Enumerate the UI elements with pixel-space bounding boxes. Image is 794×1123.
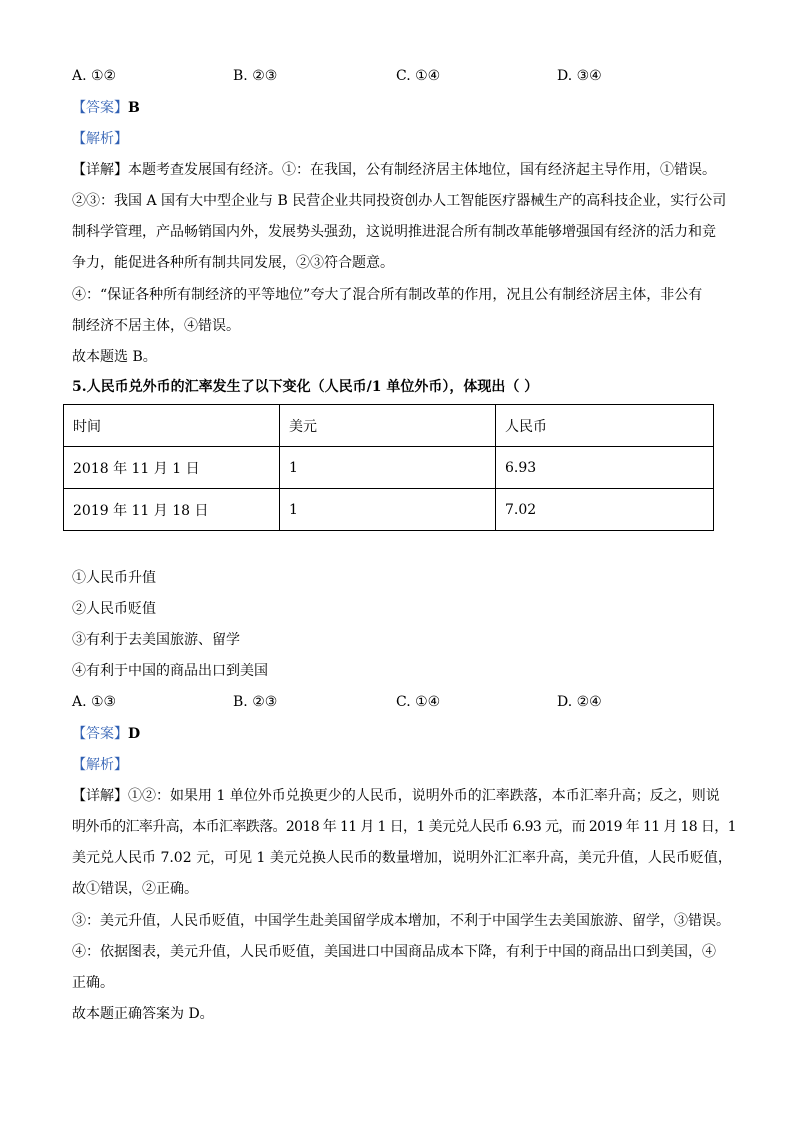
q4-detail-line-6: 制经济不居主体，④错误。 bbox=[72, 318, 240, 334]
table-header-usd: 美元 bbox=[280, 405, 496, 447]
q4-detail-line-5: ④：“保证各种所有制经济的平等地位”夸大了混合所有制改革的作用，况且公有制经济居主体，非公有 bbox=[72, 287, 703, 303]
table-row bbox=[64, 489, 714, 531]
table-cell-date: 2018 年 11 月 1 日 bbox=[64, 447, 280, 489]
q5-detail-line-1: 【详解】①②：如果用 1 单位外币兑换更少的人民币，说明外币的汇率跌落，本币汇率升高；反之，则说 bbox=[72, 788, 720, 804]
q5-statement-1: ①人民币升值 bbox=[72, 570, 156, 586]
q5-detail-line-7: 正确。 bbox=[72, 975, 114, 991]
q4-option-a: A. ①② bbox=[72, 68, 117, 84]
q5-option-a: A. ①③ bbox=[72, 694, 117, 710]
q4-answer-label: 【答案】 bbox=[72, 100, 128, 116]
q4-detail-line-2: ②③：我国 A 国有大中型企业与 B 民营企业共同投资创办人工智能医疗器械生产的高科技企业，实行公司 bbox=[72, 193, 727, 209]
q4-conclusion: 故本题选 B。 bbox=[72, 349, 157, 365]
q5-statement-2: ②人民币贬值 bbox=[72, 601, 156, 617]
q5-option-b: B. ②③ bbox=[233, 694, 278, 710]
exchange-rate-table bbox=[63, 404, 714, 531]
q5-detail-line-4: 故①错误，②正确。 bbox=[72, 881, 198, 897]
table-cell-rmb: 6.93 bbox=[496, 447, 714, 489]
table-cell-date: 2019 年 11 月 18 日 bbox=[64, 489, 280, 531]
table-cell-usd: 1 bbox=[280, 489, 496, 531]
q4-detail-line-3: 制科学管理，产品畅销国内外，发展势头强劲，这说明推进混合所有制改革能够增强国有经济的活力和竞 bbox=[72, 224, 716, 240]
q4-option-c: C. ①④ bbox=[396, 68, 441, 84]
q5-detail-line-5: ③：美元升值，人民币贬值，中国学生赴美国留学成本增加，不利于中国学生去美国旅游、留学，③错误。 bbox=[72, 913, 730, 929]
table-header-rmb: 人民币 bbox=[496, 405, 714, 447]
table-header-time: 时间 bbox=[64, 405, 280, 447]
q4-answer bbox=[72, 98, 140, 118]
q5-analysis-label: 【解析】 bbox=[72, 757, 128, 773]
q5-detail-line-6: ④：依据图表，美元升值，人民币贬值，美国进口中国商品成本下降，有利于中国的商品出口到美国，④ bbox=[72, 944, 716, 960]
q4-answer-value: B bbox=[128, 100, 140, 116]
q5-option-c: C. ①④ bbox=[396, 694, 441, 710]
q4-option-b: B. ②③ bbox=[233, 68, 278, 84]
q5-answer bbox=[72, 724, 140, 744]
q4-analysis-label: 【解析】 bbox=[72, 131, 128, 147]
q4-option-d: D. ③④ bbox=[557, 68, 602, 84]
q4-detail-line-1: 【详解】本题考查发展国有经济。①：在我国，公有制经济居主体地位，国有经济起主导作用，①错误。 bbox=[72, 162, 716, 178]
table-header-row bbox=[64, 405, 714, 447]
q4-detail-line-4: 争力，能促进各种所有制共同发展，②③符合题意。 bbox=[72, 255, 394, 271]
q5-question: 5.人民币兑外币的汇率发生了以下变化（人民币/1 单位外币），体现出（ ） bbox=[72, 379, 539, 395]
q5-conclusion: 故本题正确答案为 D。 bbox=[72, 1006, 214, 1022]
table-cell-rmb: 7.02 bbox=[496, 489, 714, 531]
q5-detail-line-2: 明外币的汇率升高，本币汇率跌落。2018 年 11 月 1 日，1 美元兑人民币 6.93 元，而 2019 年 11 月 18 日，1 bbox=[72, 819, 736, 835]
q5-answer-label: 【答案】 bbox=[72, 726, 128, 742]
q5-option-d: D. ②④ bbox=[557, 694, 602, 710]
q5-statement-3: ③有利于去美国旅游、留学 bbox=[72, 632, 240, 648]
q5-detail-line-3: 美元兑人民币 7.02 元，可见 1 美元兑换人民币的数量增加，说明外汇汇率升高，美元升值，人民币贬值， bbox=[72, 850, 732, 866]
table-row bbox=[64, 447, 714, 489]
table-cell-usd: 1 bbox=[280, 447, 496, 489]
q5-answer-value: D bbox=[128, 726, 141, 742]
q5-statement-4: ④有利于中国的商品出口到美国 bbox=[72, 663, 268, 679]
